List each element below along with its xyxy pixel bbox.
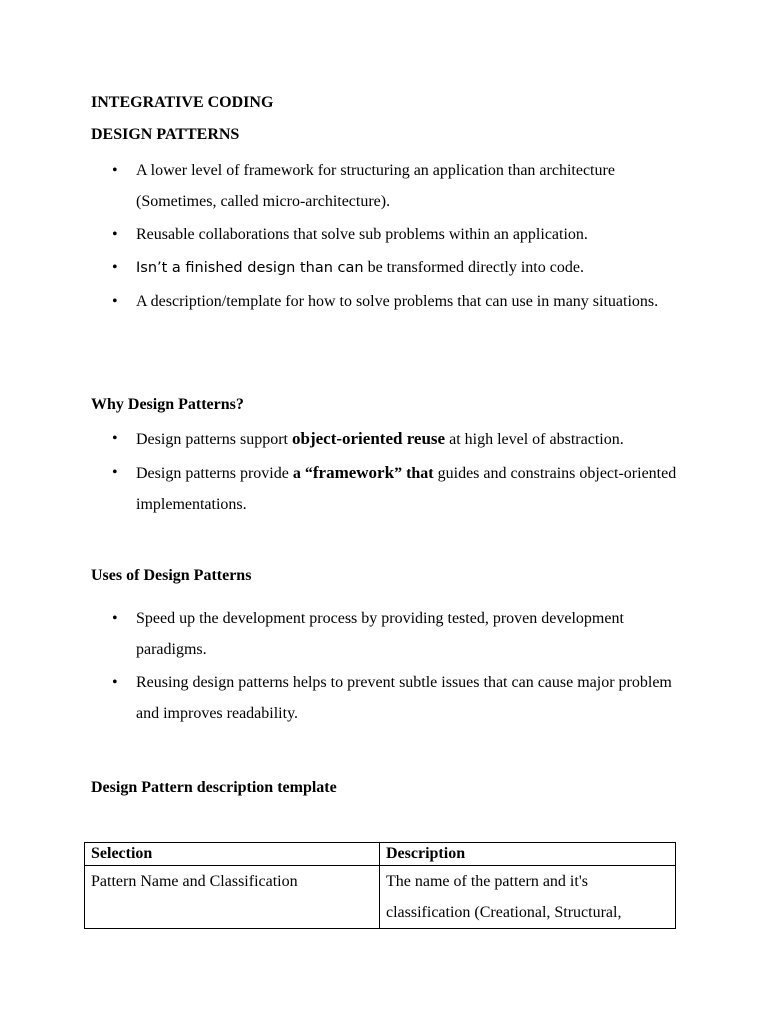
bullet-icon: • (112, 430, 118, 447)
list-item-bold-text: ” that (394, 465, 434, 482)
bullet-icon: • (112, 610, 118, 627)
table-cell-description: The name of the pattern and it's classification (Creational, Structural, (380, 866, 676, 929)
bullet-icon: • (112, 293, 118, 310)
list-item-bold-text: Isn’t a finished design than can (136, 260, 364, 276)
list-item-text: guides and constrains object-oriented implementations. (136, 465, 677, 513)
list-item-bold-text: a “ (292, 465, 313, 482)
bullet-icon: • (112, 259, 118, 276)
section-heading-uses: Uses of Design Patterns (91, 567, 252, 584)
table-header-row (85, 843, 676, 866)
list-item-text: A description/template for how to solve problems that can use in many situations. (136, 293, 659, 310)
list-item-text: Reusing design patterns helps to prevent subtle issues that can cause major problem and improves readability. (136, 674, 672, 722)
list-item (0, 603, 681, 665)
uses-list (0, 603, 768, 731)
list-item-bold-text: object-oriented reuse (291, 429, 446, 448)
list-item-text: Speed up the development process by providing tested, proven development paradigms. (136, 610, 624, 658)
list-item-text: be transformed directly into code. (363, 259, 584, 276)
list-item-bold-text: framework (312, 463, 395, 482)
section-heading-why: Why Design Patterns? (91, 396, 244, 413)
list-item-text: at high level of abstraction. (445, 431, 624, 448)
description-template-table (84, 842, 676, 929)
list-item-text: A lower level of framework for structuring an application than architecture (Sometimes, called micro-architecture). (136, 162, 615, 210)
design-patterns-list (0, 155, 768, 319)
list-item (0, 155, 681, 217)
table-row (85, 866, 676, 929)
list-item (0, 219, 681, 250)
list-item (0, 457, 681, 520)
list-item (0, 423, 681, 455)
list-item (0, 286, 681, 317)
section-heading-design-patterns: DESIGN PATTERNS (91, 126, 240, 143)
column-header-selection: Selection (85, 843, 380, 866)
bullet-icon: • (112, 674, 118, 691)
table-cell-selection: Pattern Name and Classification (85, 866, 380, 929)
document-title: INTEGRATIVE CODING (91, 94, 274, 111)
list-item-text: Reusable collaborations that solve sub problems within an application. (136, 226, 588, 243)
column-header-description: Description (380, 843, 676, 866)
bullet-icon: • (112, 162, 118, 179)
why-list (0, 423, 768, 522)
list-item (0, 252, 681, 284)
list-item-text: Design patterns support (136, 431, 292, 448)
bullet-icon: • (112, 226, 118, 243)
bullet-icon: • (112, 464, 118, 481)
list-item (0, 667, 681, 729)
section-heading-template: Design Pattern description template (91, 779, 337, 796)
list-item-text: Design patterns provide (136, 465, 293, 482)
